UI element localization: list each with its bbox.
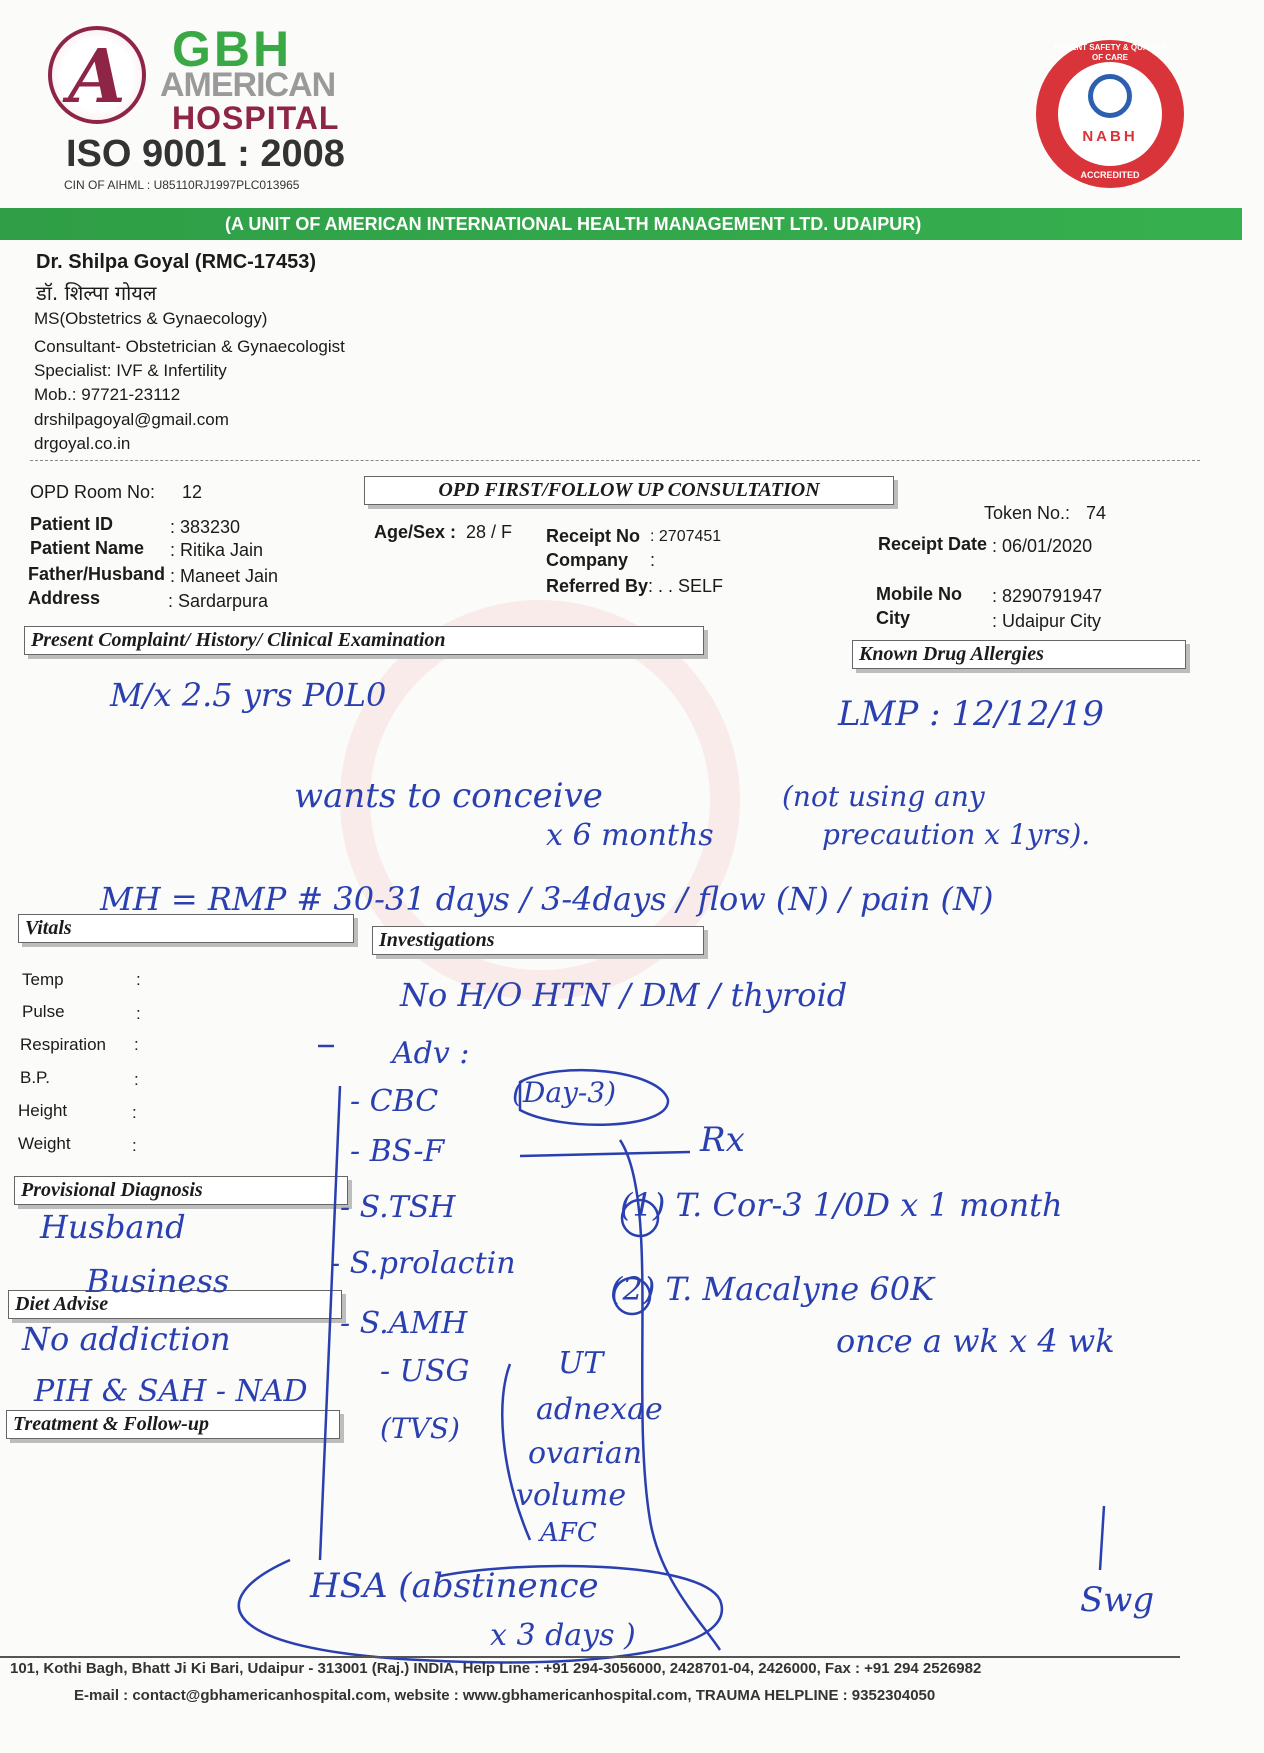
stroke-circle-2 [614,1278,650,1314]
section-investigations: Investigations [372,926,704,955]
hw-precaution-1: (not using any [782,780,985,813]
referred-label: Referred By [546,576,649,596]
doctor-signature: Swg [1080,1580,1155,1620]
hw-hsa: HSA (abstinence [310,1566,599,1606]
hw-medicine-2-dose: once a wk x 4 wk [836,1322,1115,1360]
stroke-usg-bracket [502,1364,530,1540]
hw-no-history: No H/O HTN / DM / thyroid [400,976,848,1014]
doctor-website: drgoyal.co.in [34,434,131,453]
mobile-label: Mobile No [876,584,962,604]
doctor-specialist: Specialist: IVF & Infertility [34,361,227,380]
stroke-investigation-bracket [320,1086,340,1560]
patient-id-value: : 383230 [170,517,241,537]
vital-temp: Temp [22,970,64,989]
hw-hsa-days: x 3 days ) [490,1618,636,1653]
doctor-degree: MS(Obstetrics & Gynaecology) [34,309,268,328]
nabh-accredited: ACCREDITED [1080,170,1140,180]
vital-height: Height [18,1101,68,1120]
receipt-no-label: Receipt No [546,526,641,546]
vital-respiration: Respiration [20,1035,106,1054]
company-value: : [650,550,656,570]
section-treatment: Treatment & Follow-up [6,1410,340,1439]
city-label: City [876,608,911,628]
unit-banner-text: (A UNIT OF AMERICAN INTERNATIONAL HEALTH MANAGEMENT LTD. UDAIPUR) [225,214,922,234]
address-value: : Sardarpura [168,591,269,611]
hw-pih: PIH & SAH - NAD [34,1374,308,1409]
token-label: Token No.: [984,503,1071,523]
hw-volume: volume [516,1478,627,1513]
vital-pulse: Pulse [22,1002,65,1021]
doctor-email: drshilpagoyal@gmail.com [34,410,229,429]
father-value: : Maneet Jain [170,566,279,586]
hw-tsh: - S.TSH [340,1190,456,1225]
logo-letter: A [68,34,126,120]
stroke-signature-mark [1100,1506,1104,1570]
section-vitals: Vitals [18,914,354,943]
vital-weight-colon: : [132,1136,137,1155]
vital-respiration-colon: : [134,1035,139,1054]
iso-certification: ISO 9001 : 2008 [66,133,345,175]
hw-afc: AFC [540,1518,597,1548]
receipt-date-label: Receipt Date [878,534,988,554]
brand-gbh: GBH [172,21,293,77]
stroke-hsa-circle [239,1560,722,1663]
city-value: : Udaipur City [992,611,1102,631]
section-complaint: Present Complaint/ History/ Clinical Examination [24,626,704,655]
nabh-ring-text: PATIENT SAFETY & QUALITY OF CARE [1053,43,1166,62]
hw-conceive-months: x 6 months [546,818,714,853]
hw-business: Business [86,1262,230,1300]
hw-history: M/x 2.5 yrs P0L0 [110,676,387,714]
section-provisional: Provisional Diagnosis [14,1176,348,1205]
hw-prolactin: - S.prolactin [330,1246,516,1281]
hw-ovarian: ovarian [528,1436,643,1471]
hw-menstrual-history: MH = RMP # 30-31 days / 3-4days / flow (N) / pain (N) [100,880,994,918]
hw-cbc: - CBC [350,1084,439,1119]
form-title: OPD FIRST/FOLLOW UP CONSULTATION [364,476,894,505]
patient-name-value: : Ritika Jain [170,540,264,560]
opd-room-value: 12 [182,482,203,502]
hw-precaution-2: precaution x 1yrs). [822,818,1091,851]
receipt-no-value: : 2707451 [650,528,722,545]
footer-divider [0,1656,1180,1658]
vital-height-colon: : [132,1103,137,1122]
hw-no-addiction: No addiction [22,1320,231,1358]
opd-room-label: OPD Room No: [30,482,156,502]
vital-temp-colon: : [136,970,141,989]
hw-tvs: (TVS) [380,1412,460,1445]
section-allergies: Known Drug Allergies [852,640,1186,669]
hw-bsf: - BS-F [350,1134,445,1169]
footer-address: 101, Kothi Bagh, Bhatt Ji Ki Bari, Udaipur - 313001 (Raj.) INDIA, Help Line : +91 294-3056000, 2428701-04, 2426000, Fax : +91 294 2526982 [10,1660,982,1677]
token-value: 74 [1086,503,1107,523]
receipt-date-value: : 06/01/2020 [992,536,1093,556]
doctor-role: Consultant- Obstetrician & Gynaecologist [34,337,345,356]
section-diet: Diet Advise [8,1290,342,1319]
vital-bp-colon: : [134,1070,139,1089]
stroke-connector [620,1140,720,1650]
brand-hospital: HOSPITAL [172,100,340,136]
father-label: Father/Husband [28,564,166,584]
vital-bp: B.P. [20,1068,50,1087]
mobile-value: : 8290791947 [992,586,1103,606]
hw-day3: (Day-3) [512,1076,617,1109]
hw-usg: - USG [380,1354,470,1389]
hw-adnexa: adnexae [536,1392,663,1427]
stroke-day3-circle [520,1070,668,1125]
hw-amh: - S.AMH [340,1306,468,1341]
patient-name-label: Patient Name [30,538,145,558]
stroke-rx-line [520,1152,690,1156]
company-label: Company [546,550,629,570]
age-sex-label: Age/Sex : [374,522,457,542]
doctor-name: Dr. Shilpa Goyal (RMC-17453) [36,251,317,273]
age-sex-value: 28 / F [466,522,513,542]
hw-rx: Rx [700,1120,745,1160]
hw-conceive: wants to conceive [294,776,603,816]
vital-pulse-colon: : [136,1004,141,1023]
referred-value: : . . SELF [648,576,724,596]
hw-advice: Adv : [392,1036,470,1071]
vital-weight: Weight [18,1134,71,1153]
hw-medicine-1: (1) T. Cor-3 1/0D x 1 month [620,1186,1063,1224]
footer-contact: E-mail : contact@gbhamericanhospital.com, website : www.gbhamericanhospital.com, TRAUMA HELPLINE : 9352304050 [74,1687,936,1704]
brand-american: AMERICAN [160,66,336,104]
doctor-name-hindi: डॉ. शिल्पा गोयल [36,281,157,305]
hw-medicine-2: (2) T. Macalyne 60K [610,1270,934,1308]
address-label: Address [28,588,101,608]
nabh-label: NABH [1082,128,1138,145]
hw-lmp: LMP : 12/12/19 [838,694,1105,734]
patient-id-label: Patient ID [30,514,114,534]
hw-husband: Husband [40,1208,186,1246]
doctor-mobile: Mob.: 97721-23112 [34,385,181,404]
hw-ut: UT [558,1346,604,1381]
cin-number: CIN OF AIHML : U85110RJ1997PLC013965 [64,178,300,192]
